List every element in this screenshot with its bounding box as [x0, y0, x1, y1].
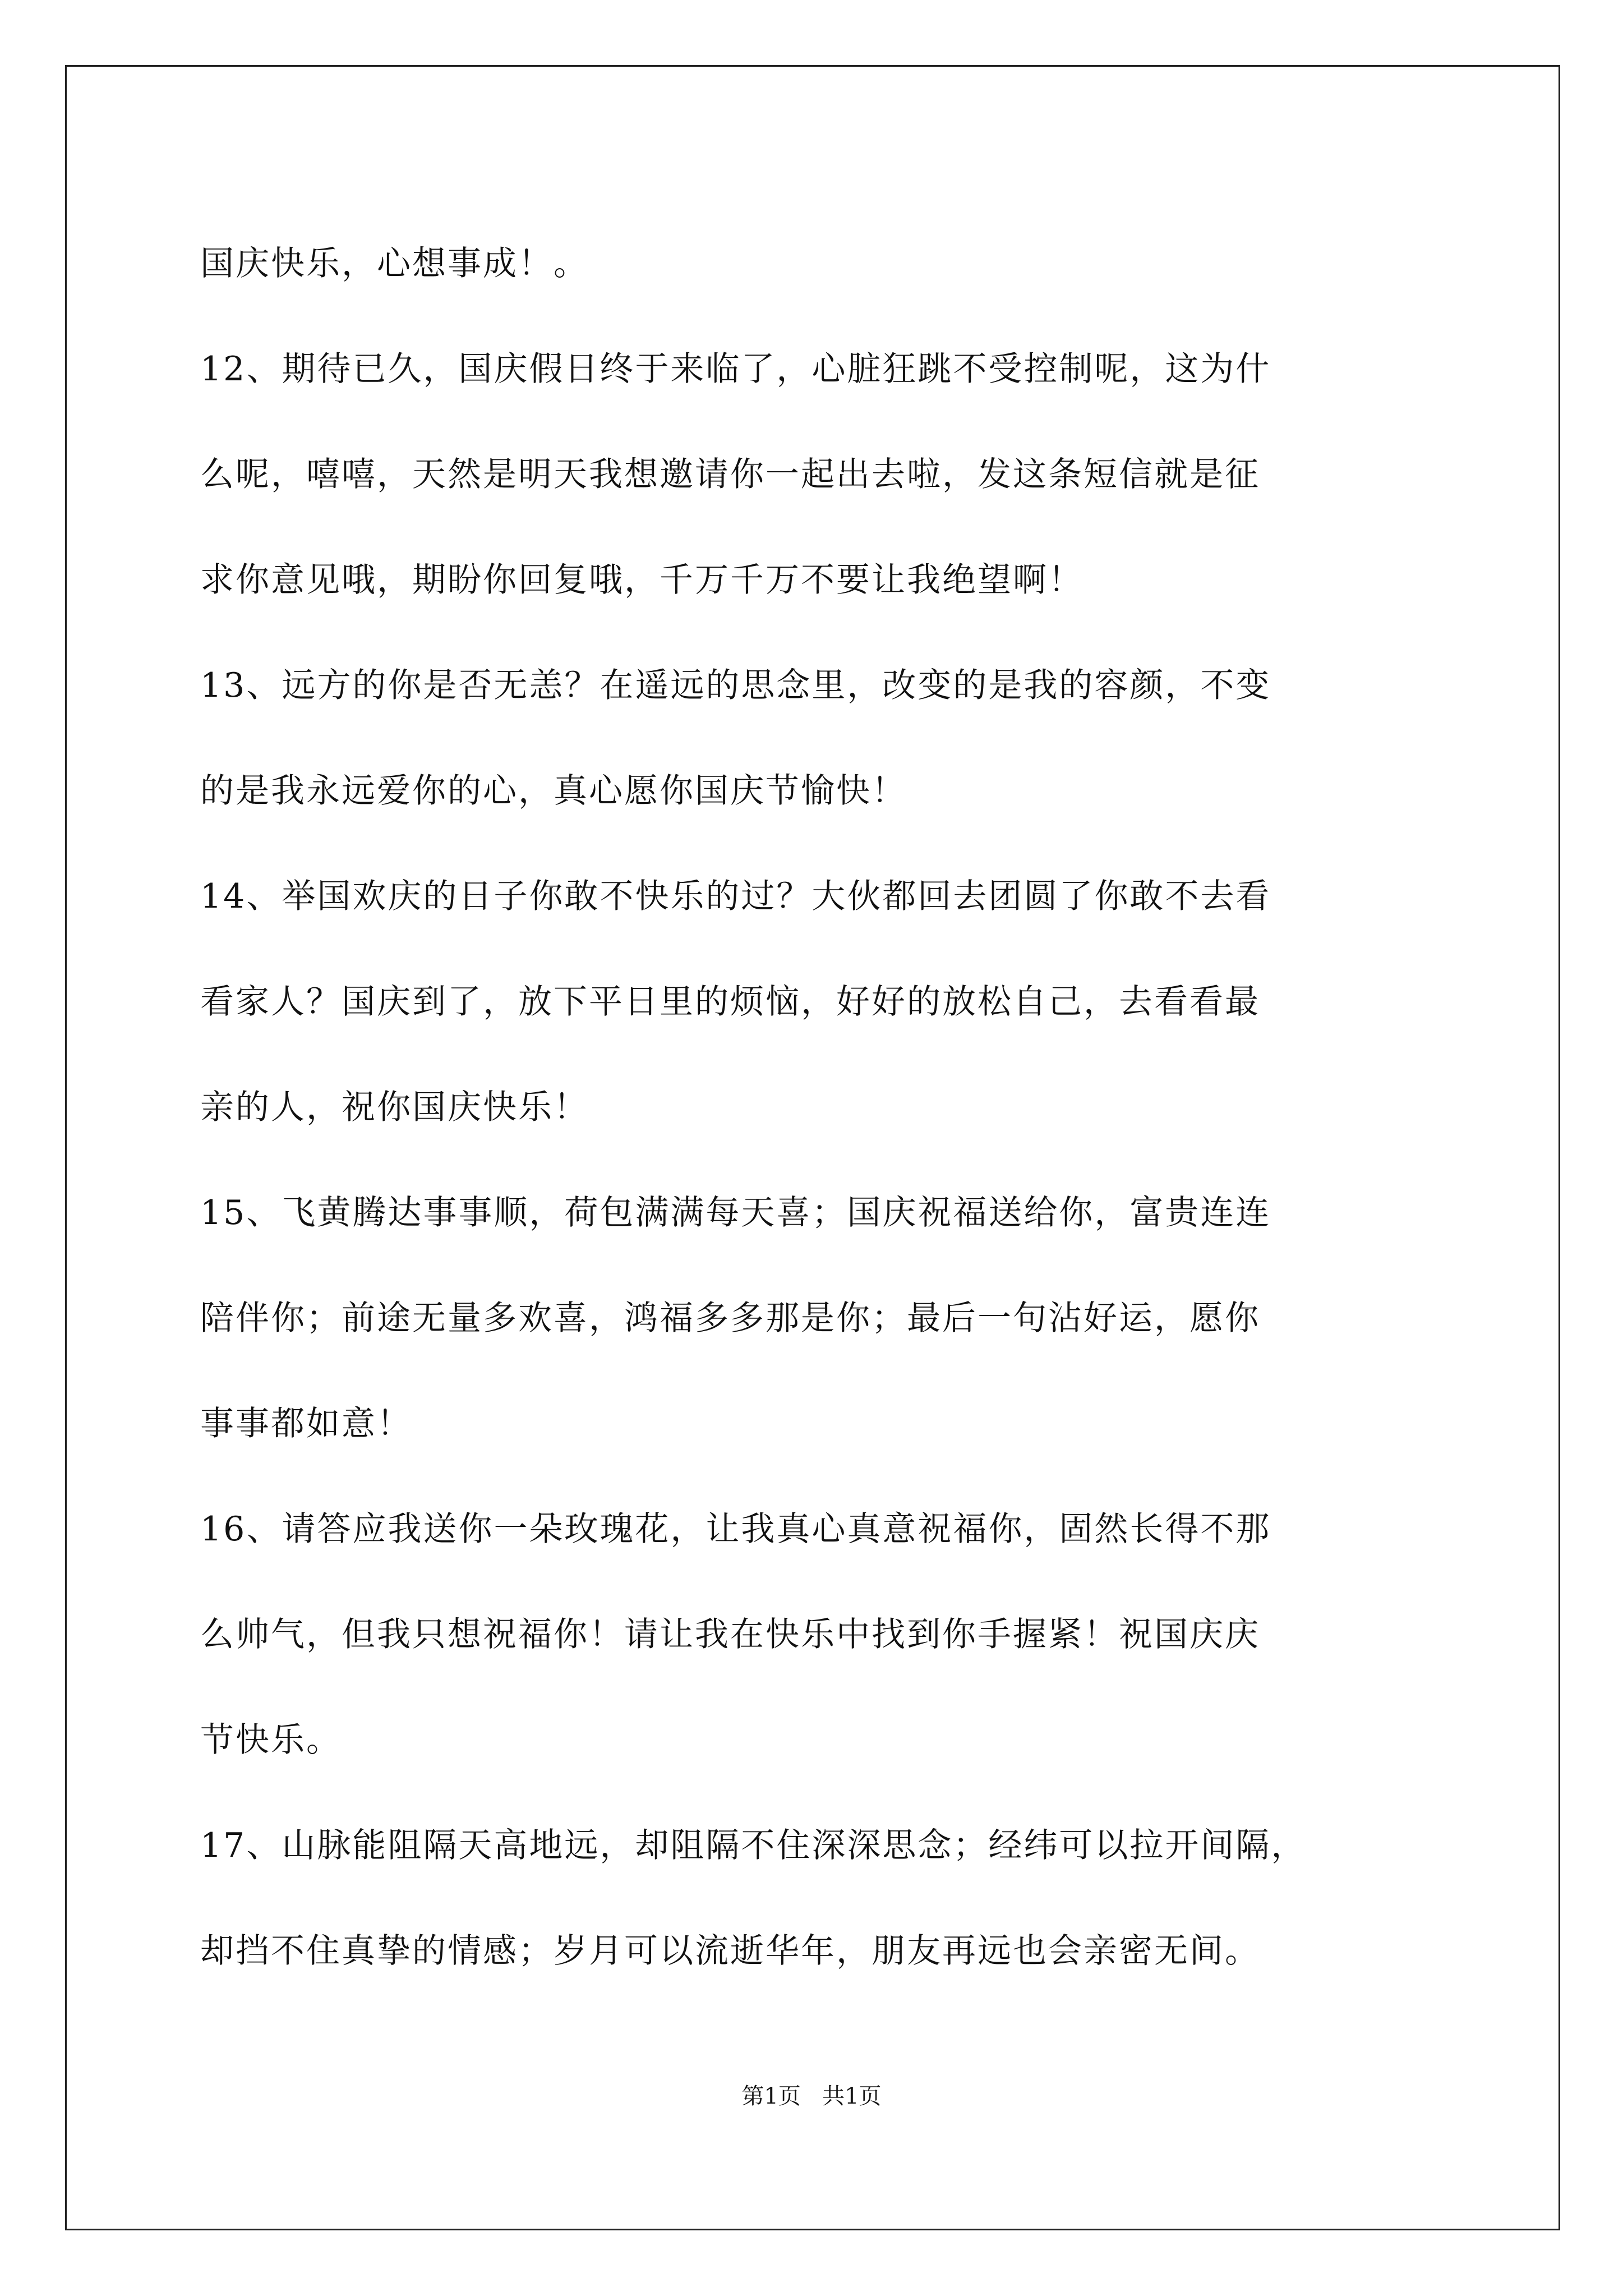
document-body: [200, 211, 1434, 2004]
text-line: 陪伴你；前途无量多欢喜，鸿福多多那是你；最后一句沾好运，愿你: [200, 1299, 1260, 1338]
text-line: 的是我永远爱你的心，真心愿你国庆节愉快！: [200, 771, 907, 811]
text-line: 却挡不住真挚的情感；岁月可以流逝华年，朋友再远也会亲密无间。: [200, 1931, 1260, 1971]
page-number: 第1页: [741, 2083, 801, 2109]
page-total: 共1页: [822, 2083, 882, 2109]
text-line: 17、山脉能阻隔天高地远，却阻隔不住深深思念；经纬可以拉开间隔，: [200, 1826, 1307, 1865]
page-footer: [0, 2082, 1623, 2110]
text-line: 国庆快乐，心想事成！。: [200, 244, 589, 283]
text-line: 16、请答应我送你一朵玫瑰花，让我真心真意祝福你，固然长得不那: [200, 1510, 1271, 1549]
text-line: 14、举国欢庆的日子你敢不快乐的过？大伙都回去团圆了你敢不去看: [200, 877, 1271, 916]
text-line: 么帅气，但我只想祝福你！请让我在快乐中找到你手握紧！祝国庆庆: [200, 1615, 1260, 1654]
text-line: 亲的人，祝你国庆快乐！: [200, 1088, 589, 1127]
text-line: 求你意见哦，期盼你回复哦，千万千万不要让我绝望啊！: [200, 560, 1083, 600]
text-line: 看家人？国庆到了，放下平日里的烦恼，好好的放松自己，去看看最: [200, 982, 1260, 1022]
text-line: 事事都如意！: [200, 1404, 412, 1443]
text-line: 13、远方的你是否无恙？在遥远的思念里，改变的是我的容颜，不变: [200, 666, 1271, 705]
footer-spacer: [801, 2083, 822, 2109]
text-line: 15、飞黄腾达事事顺，荷包满满每天喜；国庆祝福送给你，富贵连连: [200, 1193, 1271, 1232]
text-line: 么呢，嘻嘻，天然是明天我想邀请你一起出去啦，发这条短信就是征: [200, 455, 1260, 494]
text-line: 12、期待已久，国庆假日终于来临了，心脏狂跳不受控制呢，这为什: [200, 349, 1271, 389]
text-line: 节快乐。: [200, 1720, 342, 1760]
